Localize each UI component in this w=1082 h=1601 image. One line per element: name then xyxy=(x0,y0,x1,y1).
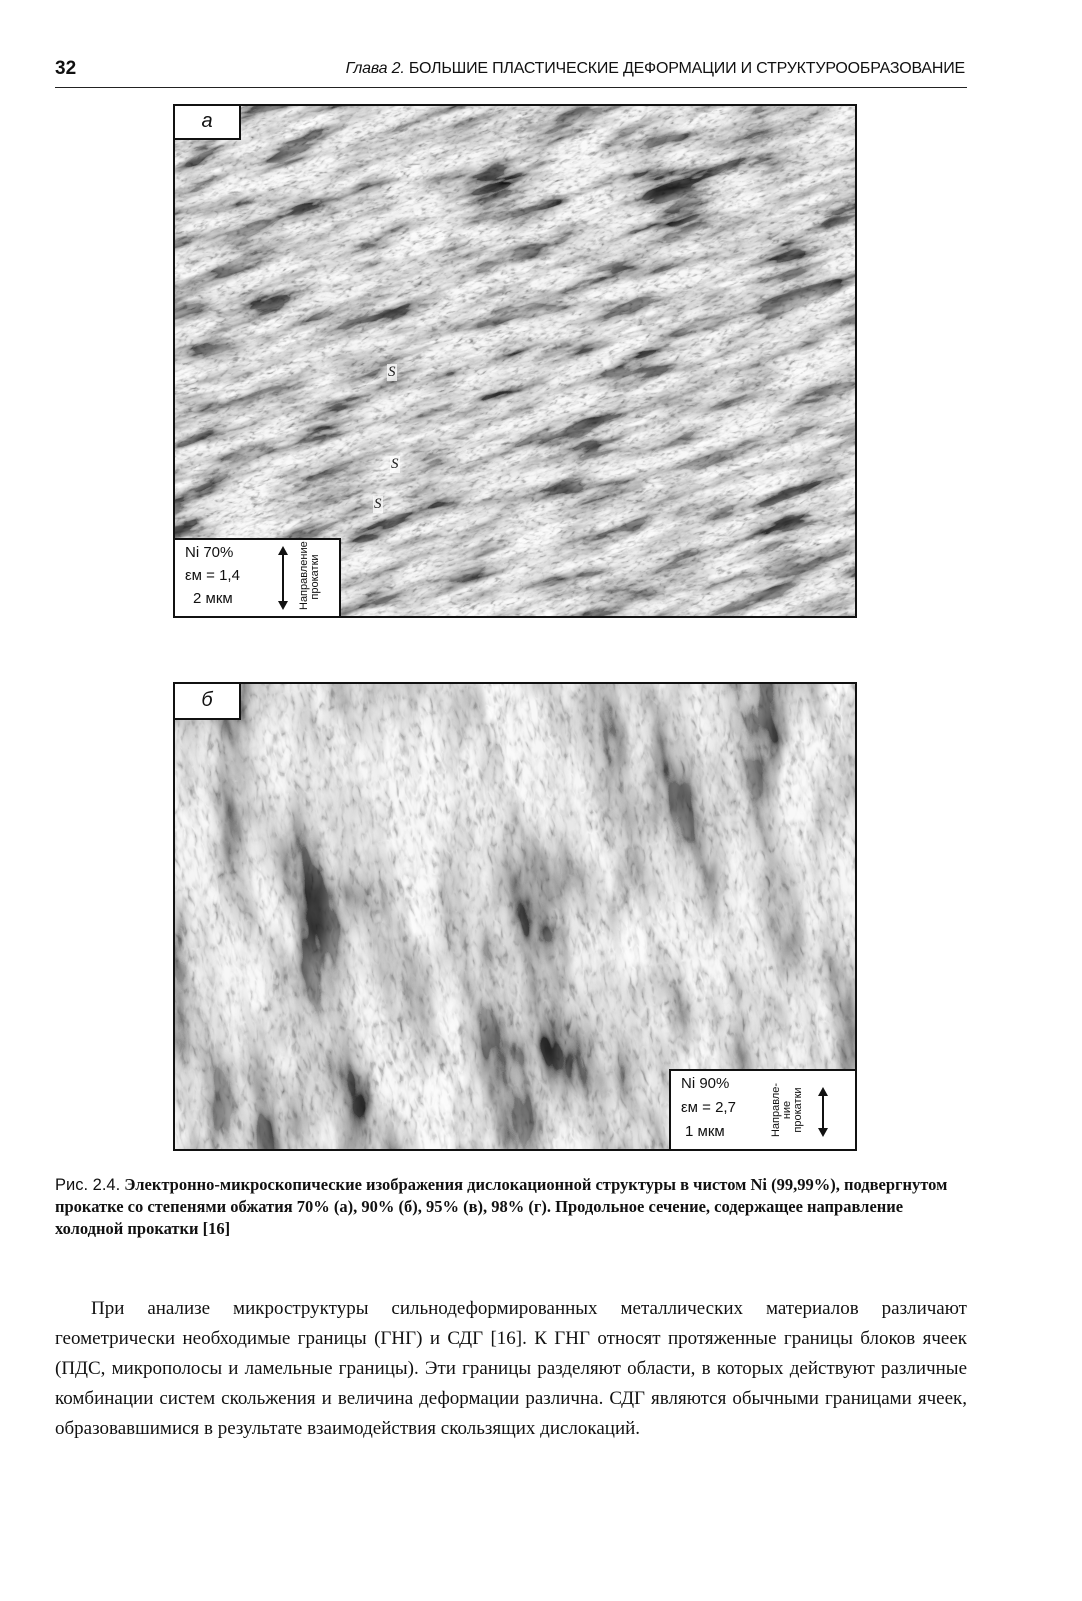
figure-b-letter: б xyxy=(175,684,241,720)
slip-marker-3: S xyxy=(374,496,382,512)
direction-label-line-2: ние xyxy=(781,1100,793,1120)
direction-label-line-1: Направление xyxy=(298,541,310,610)
slip-marker-2: S xyxy=(391,456,399,472)
figure-a-strain: εм = 1,4 xyxy=(185,567,240,584)
figure-a-direction-label xyxy=(298,541,321,610)
slip-marker-1: S xyxy=(388,364,396,380)
direction-label-line-2: прокатки xyxy=(309,554,321,600)
figure-b-scale: 1 мкм xyxy=(685,1123,725,1140)
figure-b-strain: εм = 2,7 xyxy=(681,1099,736,1116)
direction-label-line-1: Направле- xyxy=(770,1082,782,1138)
page-header xyxy=(55,58,965,84)
figure-b-direction-label xyxy=(771,1077,804,1143)
caption-text: Электронно-микроскопические изображения дислокационной структуры в чистом Ni (99,99%), подвергнутом прокатке со степенями обжатия 70% (а), 90% (б), 95% (в), 98% (г). Продольное сечение, содержащее направление холодной прокатки [16] xyxy=(55,1175,948,1238)
figure-b-material: Ni 90% xyxy=(681,1075,730,1092)
rolling-direction-arrow-icon xyxy=(817,1087,829,1137)
figure-a-material: Ni 70% xyxy=(185,544,234,561)
page-number: 32 xyxy=(55,58,77,79)
micrograph-b xyxy=(173,682,857,1151)
header-rule xyxy=(55,87,967,88)
rolling-direction-arrow-icon xyxy=(277,546,289,610)
chapter-title: БОЛЬШИЕ ПЛАСТИЧЕСКИЕ ДЕФОРМАЦИИ И СТРУКТУРООБРАЗОВАНИЕ xyxy=(408,60,965,77)
figure-b-info-box xyxy=(669,1069,855,1149)
figure-a-scale: 2 мкм xyxy=(193,590,233,607)
chapter-prefix: Глава 2. xyxy=(345,60,405,77)
body-paragraph: При анализе микроструктуры сильнодеформированных металлических материалов различают геометрически необходимые границы (ГНГ) и СДГ [16]. К ГНГ относят протяженные границы блоков ячеек (ПДС, микрополосы и ламельные границы). Эти границы разделяют области, в которых действуют различные комбинации систем скольжения и величина деформации различна. СДГ являются обычными границами ячеек, образовавшимися в результате взаимодействия скользящих дислокаций. xyxy=(55,1298,967,1439)
caption-label: Рис. 2.4. xyxy=(55,1176,121,1194)
direction-label-line-3: прокатки xyxy=(792,1087,804,1133)
figure-a-info-box xyxy=(175,538,341,616)
micrograph-a xyxy=(173,104,857,618)
figure-caption xyxy=(55,1174,967,1240)
figure-a-letter: а xyxy=(175,106,241,140)
running-head xyxy=(346,60,965,78)
